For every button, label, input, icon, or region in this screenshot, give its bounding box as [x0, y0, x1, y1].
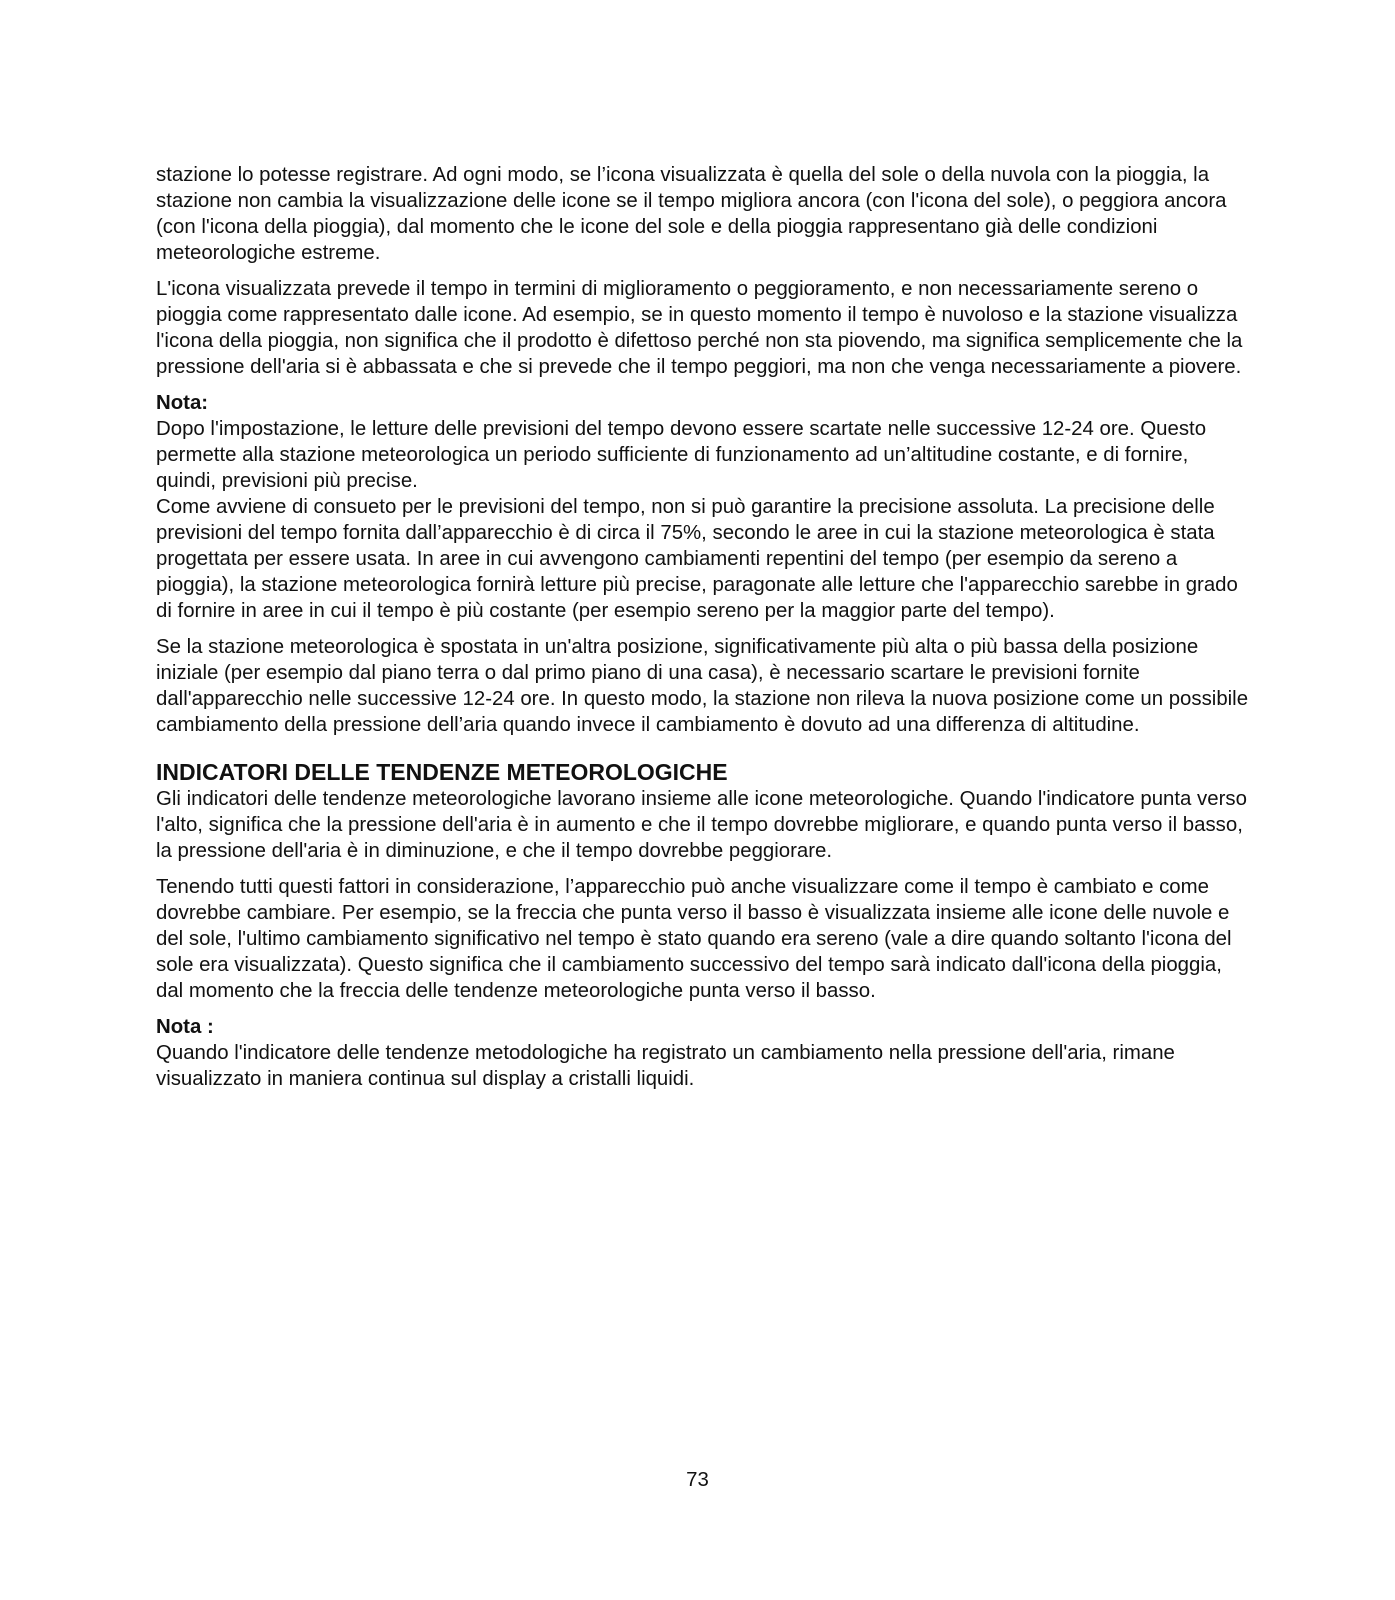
- paragraph-forecast-precision: Come avviene di consueto per le previsioni del tempo, non si può garantire la precisione assoluta. La precisione delle previsioni del tempo fornita dall’apparecchio è di circa il 75%, secondo le aree in cui la stazione meteorologica è stata progettata per essere usata. In aree in cui avvengono cambiamenti repentini del tempo (per esempio da sereno a pioggia), la stazione meteorologica fornirà letture più precise, paragonate alle letture che l'apparecchio sarebbe in grado di fornire in aree in cui il tempo è più costante (per esempio sereno per la maggior parte del tempo).: [156, 496, 1238, 622]
- paragraph-trend-indicators: Gli indicatori delle tendenze meteorologiche lavorano insieme alle icone meteorologiche. Quando l'indicatore punta verso l'alto, significa che la pressione dell'aria è in aumento e che il tempo dovrebbe migliorare, e quando punta verso il basso, la pressione dell'aria è in diminuzione, e che il tempo dovrebbe peggiorare.: [156, 788, 1247, 862]
- note-label: Nota:: [156, 392, 209, 414]
- page-number: 73: [686, 1469, 709, 1491]
- section-heading: INDICATORI DELLE TENDENZE METEOROLOGICHE: [156, 759, 728, 785]
- paragraph-relocation: Se la stazione meteorologica è spostata in un'altra posizione, significativamente più alta o più bassa della posizione iniziale (per esempio dal piano terra o dal primo piano di una casa), è necessario scartare le previsioni fornite dall'apparecchio nelle successive 12-24 ore. In questo modo, la stazione non rileva la nuova posizione come un possibile cambiamento della pressione dell’aria quando invece il cambiamento è dovuto ad una differenza di altitudine.: [156, 636, 1249, 736]
- paragraph-setup-discard: Dopo l'impostazione, le letture delle previsioni del tempo devono essere scartate nelle successive 12-24 ore. Questo permette alla stazione meteorologica un periodo sufficiente di funzionamento ad un’altitudine costante, e di fornire, quindi, previsioni più precise.: [156, 418, 1207, 492]
- paragraph-trend-example: Tenendo tutti questi fattori in considerazione, l’apparecchio può anche visualizzare come il tempo è cambiato e come dovrebbe cambiare. Per esempio, se la freccia che punta verso il basso è visualizzata insieme alle icone delle nuvole e del sole, l'ultimo cambiamento significativo nel tempo è stato quando era sereno (vale a dire quando soltanto l'icona del sole era visualizzata). Questo significa che il cambiamento successivo del tempo sarà indicato dall'icona della pioggia, dal momento che la freccia delle tendenze meteorologiche punta verso il basso.: [156, 876, 1232, 1002]
- paragraph-lcd-note: Quando l'indicatore delle tendenze metodologiche ha registrato un cambiamento nella pressione dell'aria, rimane visualizzato in maniera continua sul display a cristalli liquidi.: [156, 1042, 1175, 1090]
- note-label-second: Nota :: [156, 1016, 214, 1038]
- paragraph-forecast-icon-limits: stazione lo potesse registrare. Ad ogni modo, se l’icona visualizzata è quella del sole o della nuvola con la pioggia, la stazione non cambia la visualizzazione delle icone se il tempo migliora ancora (con l'icona del sole), o peggiora ancora (con l'icona della pioggia), dal momento che le icone del sole e della pioggia rappresentano già delle condizioni meteorologiche estreme.: [156, 164, 1227, 264]
- document-body: [156, 162, 1251, 1092]
- paragraph-forecast-meaning: L'icona visualizzata prevede il tempo in termini di miglioramento o peggioramento, e non necessariamente sereno o pioggia come rappresentato dalle icone. Ad esempio, se in questo momento il tempo è nuvoloso e la stazione visualizza l'icona della pioggia, non significa che il prodotto è difettoso perché non sta piovendo, ma significa semplicemente che la pressione dell'aria si è abbassata e che si prevede che il tempo peggiori, ma non che venga necessariamente a piovere.: [156, 278, 1243, 378]
